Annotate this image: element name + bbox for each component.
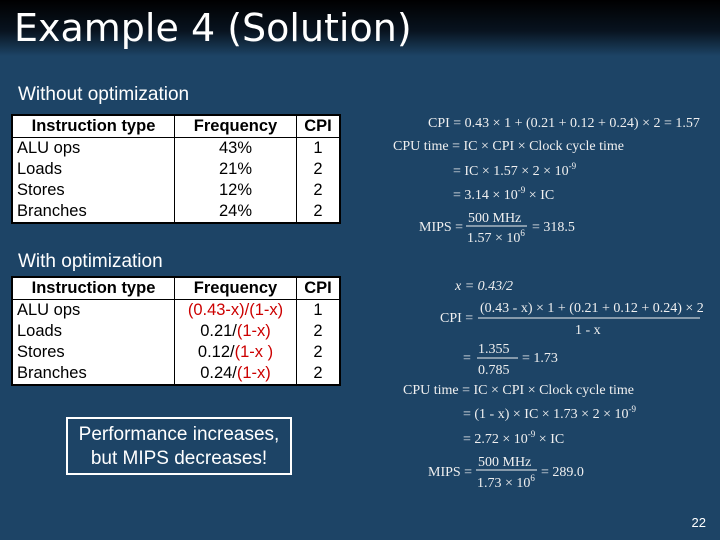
cell-type: Stores	[12, 342, 175, 363]
eq-mips-lhs: MIPS =	[419, 220, 464, 235]
eq-cpi-numerator: (0.43 - x) × 1 + (0.21 + 0.12 + 0.24) × 2	[480, 301, 704, 316]
header-cpi: CPI	[297, 277, 341, 300]
cell-frequency	[175, 321, 297, 342]
eq-mips-denominator-exponent: 6	[530, 473, 535, 483]
cell-cpi: 1	[297, 300, 341, 322]
cell-cpi: 2	[297, 201, 341, 223]
table-row	[12, 300, 340, 322]
table-row	[12, 321, 340, 342]
frequency-numerator: 0.24/	[200, 364, 237, 382]
cell-type: Branches	[12, 201, 175, 223]
without-optimization-label: Without optimization	[18, 84, 190, 105]
frequency-numerator: 0.21/	[200, 322, 237, 340]
eq-mips-denominator	[477, 473, 535, 491]
eq-cpi-denominator: 1 - x	[575, 323, 601, 338]
cell-cpi: 2	[297, 159, 341, 180]
eq-frac-rhs: = 1.73	[522, 351, 558, 366]
eq-step-2	[463, 429, 564, 447]
eq-cpi-lhs: CPI =	[440, 311, 474, 326]
cell-type: Loads	[12, 321, 175, 342]
cell-frequency	[175, 342, 297, 363]
eq-cpu-time: CPU time = IC × CPI × Clock cycle time	[403, 383, 634, 398]
eq-step-1	[463, 404, 636, 422]
eq-equals: =	[463, 351, 471, 366]
equations-with-optimization	[400, 276, 720, 496]
eq-step-1-exponent: -9	[628, 404, 636, 414]
eq-mips-denominator	[467, 228, 525, 246]
table-header-row	[12, 115, 340, 138]
frequency-denominator: (1-x)	[236, 364, 271, 382]
slide-title: Example 4 (Solution)	[14, 6, 412, 50]
eq-mips-rhs: = 318.5	[532, 220, 575, 235]
eq-cpi: CPI = 0.43 × 1 + (0.21 + 0.12 + 0.24) × 2 = 1.57	[428, 116, 700, 131]
table-row	[12, 201, 340, 223]
cell-frequency: 12%	[175, 180, 297, 201]
eq-step-2-exponent: -9	[517, 185, 526, 195]
eq-mips-denominator-base: 1.57 × 10	[467, 231, 521, 246]
eq-step-2-base: = 2.72 × 10	[463, 432, 528, 447]
eq-step-2	[453, 185, 554, 203]
cell-type: ALU ops	[12, 138, 175, 160]
cell-frequency	[175, 300, 297, 322]
eq-mips-numerator: 500 MHz	[468, 211, 522, 226]
callout-line-1: Performance increases,	[78, 424, 280, 445]
without-optimization-table	[11, 114, 341, 224]
header-instruction-type: Instruction type	[12, 277, 175, 300]
cell-frequency: 21%	[175, 159, 297, 180]
eq-step-1-base: = (1 - x) × IC × 1.73 × 2 × 10	[463, 407, 629, 422]
callout-line-2: but MIPS decreases!	[90, 448, 268, 469]
cell-frequency	[175, 363, 297, 385]
table-row	[12, 342, 340, 363]
eq-cpu-time: CPU time = IC × CPI × Clock cycle time	[393, 139, 624, 154]
cell-cpi: 1	[297, 138, 341, 160]
callout-box	[66, 417, 292, 475]
with-optimization-table	[11, 276, 341, 386]
frequency-denominator: (1-x )	[234, 343, 274, 361]
eq-mips-denominator-exponent: 6	[520, 228, 525, 238]
header-instruction-type: Instruction type	[12, 115, 175, 138]
eq-mips-numerator: 500 MHz	[478, 455, 532, 470]
eq-step-2-exponent: -9	[527, 429, 536, 439]
cell-type: Stores	[12, 180, 175, 201]
cell-type: ALU ops	[12, 300, 175, 322]
cell-cpi: 2	[297, 180, 341, 201]
frequency-numerator: 0.12/	[197, 343, 235, 361]
cell-frequency: 43%	[175, 138, 297, 160]
cell-cpi: 2	[297, 321, 341, 342]
header-frequency: Frequency	[175, 277, 297, 300]
page-number: 22	[691, 515, 706, 530]
frequency-denominator: (1-x)	[236, 322, 271, 340]
eq-step-2-base: = 3.14 × 10	[453, 188, 518, 203]
eq-step-1-base: = IC × 1.57 × 2 × 10	[453, 164, 569, 179]
equations-without-optimization	[390, 112, 720, 247]
header-cpi: CPI	[297, 115, 341, 138]
eq-frac-denominator: 0.785	[478, 363, 510, 378]
eq-frac-numerator: 1.355	[478, 342, 510, 357]
eq-step-1-exponent: -9	[568, 161, 577, 171]
table-row	[12, 180, 340, 201]
cell-cpi: 2	[297, 363, 341, 385]
eq-x: x = 0.43/2	[455, 279, 514, 294]
cell-type: Loads	[12, 159, 175, 180]
eq-mips-lhs: MIPS =	[428, 465, 473, 480]
eq-step-1	[453, 161, 577, 179]
with-optimization-label: With optimization	[18, 251, 163, 272]
cell-cpi: 2	[297, 342, 341, 363]
eq-mips-rhs: = 289.0	[541, 465, 584, 480]
eq-step-2-tail: × IC	[535, 432, 565, 447]
table-header-row	[12, 277, 340, 300]
frequency-expression: (0.43-x)/(1-x)	[187, 301, 284, 319]
table-row	[12, 363, 340, 385]
eq-step-2-tail: × IC	[525, 188, 555, 203]
header-frequency: Frequency	[175, 115, 297, 138]
table-row	[12, 138, 340, 160]
cell-frequency: 24%	[175, 201, 297, 223]
table-row	[12, 159, 340, 180]
cell-type: Branches	[12, 363, 175, 385]
eq-mips-denominator-base: 1.73 × 10	[477, 476, 531, 491]
